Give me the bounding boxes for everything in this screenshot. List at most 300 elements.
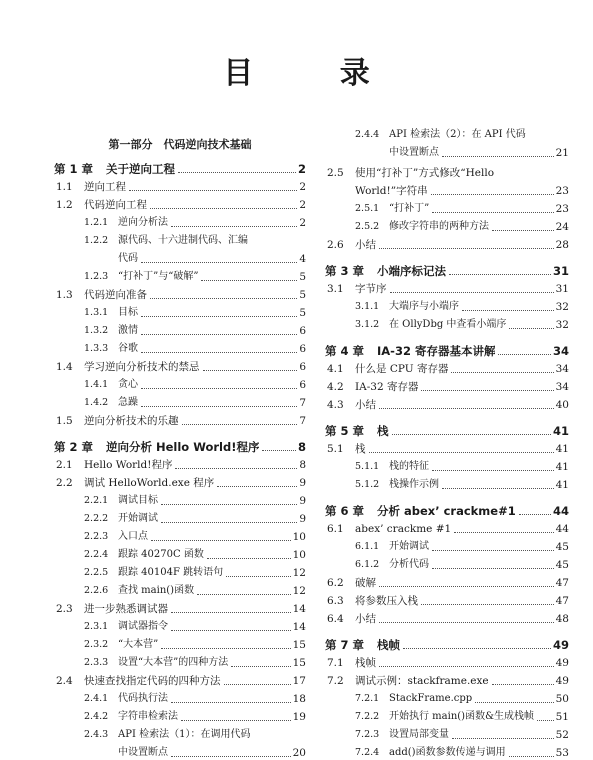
entry-title: IA-32 寄存器 — [355, 381, 419, 393]
toc-entry[interactable] — [325, 162, 569, 180]
entry-title: API 检索法（1）：在调用代码 — [118, 729, 251, 740]
entry-title: 将参数压入栈 — [355, 595, 418, 607]
entry-number: 4.2 — [327, 381, 344, 393]
toc-chapter-entry[interactable] — [325, 500, 569, 518]
toc-entry[interactable] — [325, 670, 569, 688]
toc-entry[interactable] — [54, 194, 306, 212]
entry-page-number: 6 — [299, 325, 306, 337]
dot-leader — [449, 274, 551, 275]
dot-leader — [379, 586, 554, 587]
entry-title: abex’ crackme #1 — [355, 523, 452, 535]
toc-entry[interactable] — [54, 652, 306, 670]
entry-page-number: 5 — [299, 307, 306, 319]
entry-title: 代码逆向准备 — [84, 289, 147, 301]
entry-number: 5.1.2 — [355, 479, 380, 490]
entry-number: 2.5 — [327, 167, 344, 179]
toc-entry[interactable] — [54, 742, 306, 760]
entry-title: 字节序 — [355, 283, 387, 295]
entry-page-number: 34 — [555, 363, 569, 375]
entry-page-number: 44 — [552, 504, 569, 518]
entry-page-number: 21 — [555, 147, 569, 159]
dot-leader — [369, 452, 554, 453]
dot-leader — [203, 370, 298, 371]
entry-number: 1.4 — [56, 361, 73, 373]
entry-number: 1.3.1 — [84, 307, 109, 318]
dot-leader — [207, 558, 291, 559]
toc-chapter-entry[interactable] — [325, 420, 569, 438]
entry-page-number: 49 — [555, 657, 569, 669]
toc-entry[interactable] — [54, 410, 306, 428]
entry-number: 第 2 章 — [54, 440, 94, 454]
entry-page-number: 49 — [552, 638, 569, 652]
entry-page-number: 4 — [299, 253, 306, 265]
toc-chapter-entry[interactable] — [325, 634, 569, 652]
entry-number: 2.1 — [56, 459, 73, 471]
dot-leader — [379, 248, 554, 249]
entry-title: 栈帧 — [377, 638, 400, 652]
entry-page-number: 48 — [555, 613, 569, 625]
dot-leader — [141, 334, 297, 335]
toc-entry[interactable] — [325, 554, 569, 572]
entry-number: 5.1.1 — [355, 461, 380, 472]
entry-number: 6.1.1 — [355, 541, 380, 552]
dot-leader — [262, 450, 296, 451]
entry-number: 2.4.3 — [84, 729, 109, 740]
entry-page-number: 17 — [292, 675, 306, 687]
entry-title: 急躁 — [118, 397, 138, 408]
entry-number: 2.4.1 — [84, 693, 109, 704]
entry-number: 第 5 章 — [325, 424, 365, 438]
dot-leader — [161, 504, 297, 505]
entry-number: 6.3 — [327, 595, 344, 607]
toc-entry[interactable] — [54, 688, 306, 706]
dot-leader — [431, 194, 554, 195]
entry-number: 1.2.1 — [84, 217, 109, 228]
toc-entry[interactable] — [54, 706, 306, 724]
entry-page-number: 49 — [555, 675, 569, 687]
toc-entry[interactable] — [54, 284, 306, 302]
toc-entry[interactable] — [54, 616, 306, 634]
entry-page-number: 44 — [555, 523, 569, 535]
entry-title: 中设置断点 — [118, 747, 168, 758]
toc-entry[interactable] — [325, 706, 569, 724]
toc-entry[interactable] — [54, 320, 306, 338]
entry-title: 小结 — [355, 239, 376, 251]
entry-title: 字符串检索法 — [118, 711, 178, 722]
dot-leader — [151, 540, 291, 541]
entry-title: “大本营” — [118, 639, 159, 650]
entry-number: 3.1.1 — [355, 301, 380, 312]
toc-entry[interactable] — [54, 230, 306, 248]
toc-entry[interactable] — [325, 652, 569, 670]
entry-page-number: 18 — [292, 693, 306, 705]
entry-title: “打补丁”与“破解” — [118, 271, 199, 282]
entry-number: 7.2.2 — [355, 711, 380, 722]
dot-leader — [421, 604, 554, 605]
toc-entry[interactable] — [325, 376, 569, 394]
entry-title: 进一步熟悉调试器 — [84, 603, 168, 615]
entry-page-number: 7 — [299, 415, 306, 427]
dot-leader — [451, 372, 553, 373]
entry-title: 开始执行 main()函数&生成栈帧 — [389, 711, 534, 722]
entry-title: 调试 HelloWorld.exe 程序 — [84, 477, 215, 489]
dot-leader — [432, 470, 554, 471]
dot-leader — [161, 648, 290, 649]
toc-entry[interactable] — [325, 198, 569, 216]
dot-leader — [226, 576, 291, 577]
entry-title: 使用“打补丁”方式修改“Hello — [355, 167, 495, 179]
toc-entry[interactable] — [54, 454, 306, 472]
entry-page-number: 9 — [299, 495, 306, 507]
entry-title: Hello World!程序 — [84, 459, 173, 471]
entry-title: World!”字符串 — [355, 185, 428, 197]
toc-entry[interactable] — [54, 392, 306, 410]
entry-number: 第 7 章 — [325, 638, 365, 652]
toc-entry[interactable] — [54, 508, 306, 526]
dot-leader — [175, 468, 297, 469]
dot-leader — [141, 316, 297, 317]
entry-page-number: 6 — [299, 343, 306, 355]
entry-number: 第 1 章 — [54, 162, 94, 176]
entry-page-number: 34 — [555, 381, 569, 393]
toc-entry[interactable] — [54, 356, 306, 374]
entry-page-number: 7 — [299, 397, 306, 409]
toc-entry[interactable] — [54, 724, 306, 742]
entry-number: 2.3.2 — [84, 639, 109, 650]
entry-page-number: 2 — [299, 181, 306, 193]
entry-title: 中设置断点 — [389, 147, 439, 158]
entry-number: 6.4 — [327, 613, 344, 625]
dot-leader — [432, 212, 553, 213]
toc-chapter-entry[interactable] — [54, 158, 306, 176]
toc-chapter-entry[interactable] — [54, 436, 306, 454]
dot-leader — [171, 702, 291, 703]
dot-leader — [178, 172, 296, 173]
entry-title: 跟踪 40104F 跳转语句 — [118, 567, 224, 578]
entry-number: 7.1 — [327, 657, 344, 669]
entry-number: 6.2 — [327, 577, 344, 589]
dot-leader — [442, 156, 554, 157]
dot-leader — [492, 230, 554, 231]
entry-title: 分析代码 — [389, 559, 429, 570]
entry-number: 1.2.3 — [84, 271, 109, 282]
dot-leader — [141, 262, 297, 263]
entry-number: 2.5.1 — [355, 203, 380, 214]
toc-entry[interactable] — [325, 278, 569, 296]
entry-title: add()函数参数传递与调用 — [389, 747, 506, 758]
entry-page-number: 41 — [555, 443, 569, 455]
toc-entry[interactable] — [325, 518, 569, 536]
entry-title: 设置局部变量 — [389, 729, 449, 740]
entry-title: 小端序标记法 — [377, 264, 446, 278]
entry-page-number: 15 — [292, 639, 306, 651]
entry-title: 入口点 — [118, 531, 148, 542]
entry-page-number: 15 — [292, 657, 306, 669]
entry-title: 栈 — [355, 443, 366, 455]
entry-number: 7.2.3 — [355, 729, 380, 740]
entry-title: 栈的特征 — [389, 461, 429, 472]
dot-leader — [182, 424, 298, 425]
entry-page-number: 9 — [299, 477, 306, 489]
entry-number: 2.2.3 — [84, 531, 109, 542]
entry-title: 开始调试 — [118, 513, 158, 524]
toc-entry[interactable] — [325, 438, 569, 456]
entry-title: 小结 — [355, 613, 376, 625]
entry-title: 什么是 CPU 寄存器 — [355, 363, 449, 375]
entry-page-number: 9 — [299, 513, 306, 525]
entry-number: 6.1.2 — [355, 559, 380, 570]
toc-entry[interactable] — [54, 472, 306, 490]
toc-entry[interactable] — [54, 248, 306, 266]
entry-title: IA-32 寄存器基本讲解 — [377, 344, 496, 358]
toc-entry[interactable] — [325, 688, 569, 706]
dot-leader — [432, 568, 554, 569]
entry-title: 源代码、十六进制代码、汇编 — [118, 235, 248, 246]
entry-page-number: 20 — [292, 747, 306, 759]
toc-entry[interactable] — [54, 490, 306, 508]
toc-entry[interactable] — [54, 374, 306, 392]
toc-entry[interactable] — [54, 212, 306, 230]
entry-number: 7.2 — [327, 675, 344, 687]
entry-number: 2.4.2 — [84, 711, 109, 722]
entry-number: 7.2.1 — [355, 693, 380, 704]
entry-page-number: 12 — [292, 585, 306, 597]
entry-page-number: 53 — [555, 747, 569, 759]
toc-entry[interactable] — [54, 580, 306, 598]
entry-title: 设置“大本营”的四种方法 — [118, 657, 229, 668]
entry-page-number: 47 — [555, 595, 569, 607]
dot-leader — [171, 612, 291, 613]
entry-number: 1.4.1 — [84, 379, 109, 390]
entry-title: 栈操作示例 — [389, 479, 439, 490]
toc-entry[interactable] — [54, 670, 306, 688]
dot-leader — [492, 684, 554, 685]
dot-leader — [231, 666, 290, 667]
toc-entry[interactable] — [325, 572, 569, 590]
dot-leader — [141, 352, 297, 353]
dot-leader — [150, 208, 297, 209]
entry-title: 跟踪 40270C 函数 — [118, 549, 204, 560]
dot-leader — [150, 298, 297, 299]
entry-title: 小结 — [355, 399, 376, 411]
toc-entry[interactable] — [325, 394, 569, 412]
dot-leader — [379, 622, 554, 623]
entry-number: 2.2.4 — [84, 549, 109, 560]
entry-number: 2.3.1 — [84, 621, 109, 632]
entry-page-number: 41 — [555, 461, 569, 473]
entry-title: 调试器指令 — [118, 621, 168, 632]
dot-leader — [141, 388, 297, 389]
entry-page-number: 5 — [299, 289, 306, 301]
entry-number: 1.5 — [56, 415, 73, 427]
toc-entry[interactable] — [54, 302, 306, 320]
entry-title: 谷歌 — [118, 343, 138, 354]
entry-number: 1.2 — [56, 199, 73, 211]
entry-number: 2.2.2 — [84, 513, 109, 524]
toc-entry[interactable] — [325, 124, 569, 142]
toc-entry[interactable] — [325, 456, 569, 474]
entry-title: 关于逆向工程 — [106, 162, 175, 176]
dot-leader — [161, 522, 297, 523]
entry-title: 修改字符串的两种方法 — [389, 221, 489, 232]
dot-leader — [379, 666, 554, 667]
entry-page-number: 32 — [555, 319, 569, 331]
entry-number: 2.2.1 — [84, 495, 109, 506]
entry-number: 1.2.2 — [84, 235, 109, 246]
toc-entry[interactable] — [54, 526, 306, 544]
toc-entry[interactable] — [325, 724, 569, 742]
entry-page-number: 32 — [555, 301, 569, 313]
toc-entry[interactable] — [325, 234, 569, 252]
entry-number: 2.2.5 — [84, 567, 109, 578]
entry-page-number: 34 — [552, 344, 569, 358]
toc-chapter-entry[interactable] — [325, 260, 569, 278]
toc-entry[interactable] — [54, 634, 306, 652]
dot-leader — [421, 390, 553, 391]
entry-number: 7.2.4 — [355, 747, 380, 758]
dot-leader — [403, 648, 551, 649]
entry-number: 2.4 — [56, 675, 73, 687]
entry-page-number: 28 — [555, 239, 569, 251]
entry-page-number: 41 — [552, 424, 569, 438]
toc-entry[interactable] — [325, 296, 569, 314]
entry-page-number: 40 — [555, 399, 569, 411]
entry-page-number: 10 — [292, 549, 306, 561]
entry-title: 栈 — [377, 424, 389, 438]
entry-number: 2.3 — [56, 603, 73, 615]
entry-title: 破解 — [355, 577, 376, 589]
entry-number: 4.1 — [327, 363, 344, 375]
entry-page-number: 45 — [555, 541, 569, 553]
dot-leader — [442, 488, 554, 489]
dot-leader — [217, 486, 297, 487]
toc-entry[interactable] — [54, 176, 306, 194]
entry-number: 2.5.2 — [355, 221, 380, 232]
entry-number: 3.1.2 — [355, 319, 380, 330]
entry-number: 2.2 — [56, 477, 73, 489]
entry-title: StackFrame.cpp — [389, 693, 473, 704]
toc-chapter-entry[interactable] — [325, 340, 569, 358]
toc-entry[interactable] — [54, 338, 306, 356]
dot-leader — [498, 354, 551, 355]
toc-entry[interactable] — [325, 590, 569, 608]
entry-page-number: 8 — [297, 440, 306, 454]
toc-entry[interactable] — [325, 216, 569, 234]
entry-page-number: 41 — [555, 479, 569, 491]
toc-entry[interactable] — [325, 358, 569, 376]
entry-number: 1.3.3 — [84, 343, 109, 354]
entry-title: 开始调试 — [389, 541, 429, 552]
dot-leader — [171, 630, 291, 631]
dot-leader — [519, 514, 551, 515]
page-title: 目 录 — [223, 56, 408, 91]
toc-entry[interactable] — [325, 536, 569, 554]
toc-entry[interactable] — [325, 474, 569, 492]
entry-page-number: 24 — [555, 221, 569, 233]
entry-page-number: 10 — [292, 531, 306, 543]
entry-title: 学习逆向分析技术的禁忌 — [84, 361, 200, 373]
dot-leader — [475, 702, 553, 703]
entry-page-number: 19 — [292, 711, 306, 723]
entry-page-number: 14 — [292, 621, 306, 633]
entry-number: 2.2.6 — [84, 585, 109, 596]
entry-title: 大端序与小端序 — [389, 301, 459, 312]
entry-title: 逆向分析技术的乐趣 — [84, 415, 179, 427]
entry-page-number: 2 — [299, 217, 306, 229]
entry-page-number: 47 — [555, 577, 569, 589]
entry-title: 在 OllyDbg 中查看小端序 — [389, 319, 507, 330]
dot-leader — [171, 226, 297, 227]
toc-entry[interactable] — [325, 142, 569, 160]
entry-page-number: 52 — [555, 729, 569, 741]
dot-leader — [181, 720, 291, 721]
entry-number: 3.1 — [327, 283, 344, 295]
entry-title: 代码逆向工程 — [84, 199, 147, 211]
dot-leader — [452, 738, 554, 739]
dot-leader — [197, 594, 291, 595]
entry-title: 调试目标 — [118, 495, 158, 506]
entry-title: 查找 main()函数 — [118, 585, 195, 596]
entry-page-number: 23 — [555, 203, 569, 215]
entry-title: 分析 abex’ crackme#1 — [377, 504, 516, 518]
dot-leader — [392, 434, 551, 435]
dot-leader — [509, 328, 553, 329]
entry-title: 贪心 — [118, 379, 138, 390]
entry-title: 代码执行法 — [118, 693, 168, 704]
entry-page-number: 8 — [299, 459, 306, 471]
toc-entry[interactable] — [325, 314, 569, 332]
entry-title: API 检索法（2）：在 API 代码 — [389, 129, 526, 140]
entry-page-number: 51 — [555, 711, 569, 723]
part-title: 第一部分 代码逆向技术基础 — [108, 138, 252, 151]
entry-title: 激情 — [118, 325, 138, 336]
toc-entry[interactable] — [54, 562, 306, 580]
dot-leader — [462, 310, 554, 311]
entry-page-number: 14 — [292, 603, 306, 615]
toc-entry[interactable] — [54, 544, 306, 562]
dot-leader — [224, 684, 291, 685]
entry-page-number: 6 — [299, 361, 306, 373]
entry-number: 第 6 章 — [325, 504, 365, 518]
entry-number: 1.3.2 — [84, 325, 109, 336]
entry-page-number: 6 — [299, 379, 306, 391]
entry-title: 逆向分析 Hello World!程序 — [106, 440, 260, 454]
dot-leader — [129, 190, 297, 191]
entry-page-number: 23 — [555, 185, 569, 197]
entry-number: 2.4.4 — [355, 129, 380, 140]
toc-entry[interactable] — [54, 598, 306, 616]
dot-leader — [141, 406, 297, 407]
toc-entry[interactable] — [325, 180, 569, 198]
toc-entry[interactable] — [325, 742, 569, 760]
entry-page-number: 2 — [299, 199, 306, 211]
entry-page-number: 50 — [555, 693, 569, 705]
toc-entry[interactable] — [54, 266, 306, 284]
entry-number: 4.3 — [327, 399, 344, 411]
entry-number: 2.6 — [327, 239, 344, 251]
entry-title: “打补丁” — [389, 203, 430, 214]
entry-page-number: 45 — [555, 559, 569, 571]
toc-entry[interactable] — [325, 608, 569, 626]
entry-number: 1.4.2 — [84, 397, 109, 408]
entry-title: 逆向分析法 — [118, 217, 168, 228]
entry-title: 目标 — [118, 307, 138, 318]
entry-number: 1.1 — [56, 181, 73, 193]
dot-leader — [454, 532, 553, 533]
entry-title: 代码 — [118, 253, 138, 264]
entry-page-number: 31 — [552, 264, 569, 278]
entry-page-number: 12 — [292, 567, 306, 579]
